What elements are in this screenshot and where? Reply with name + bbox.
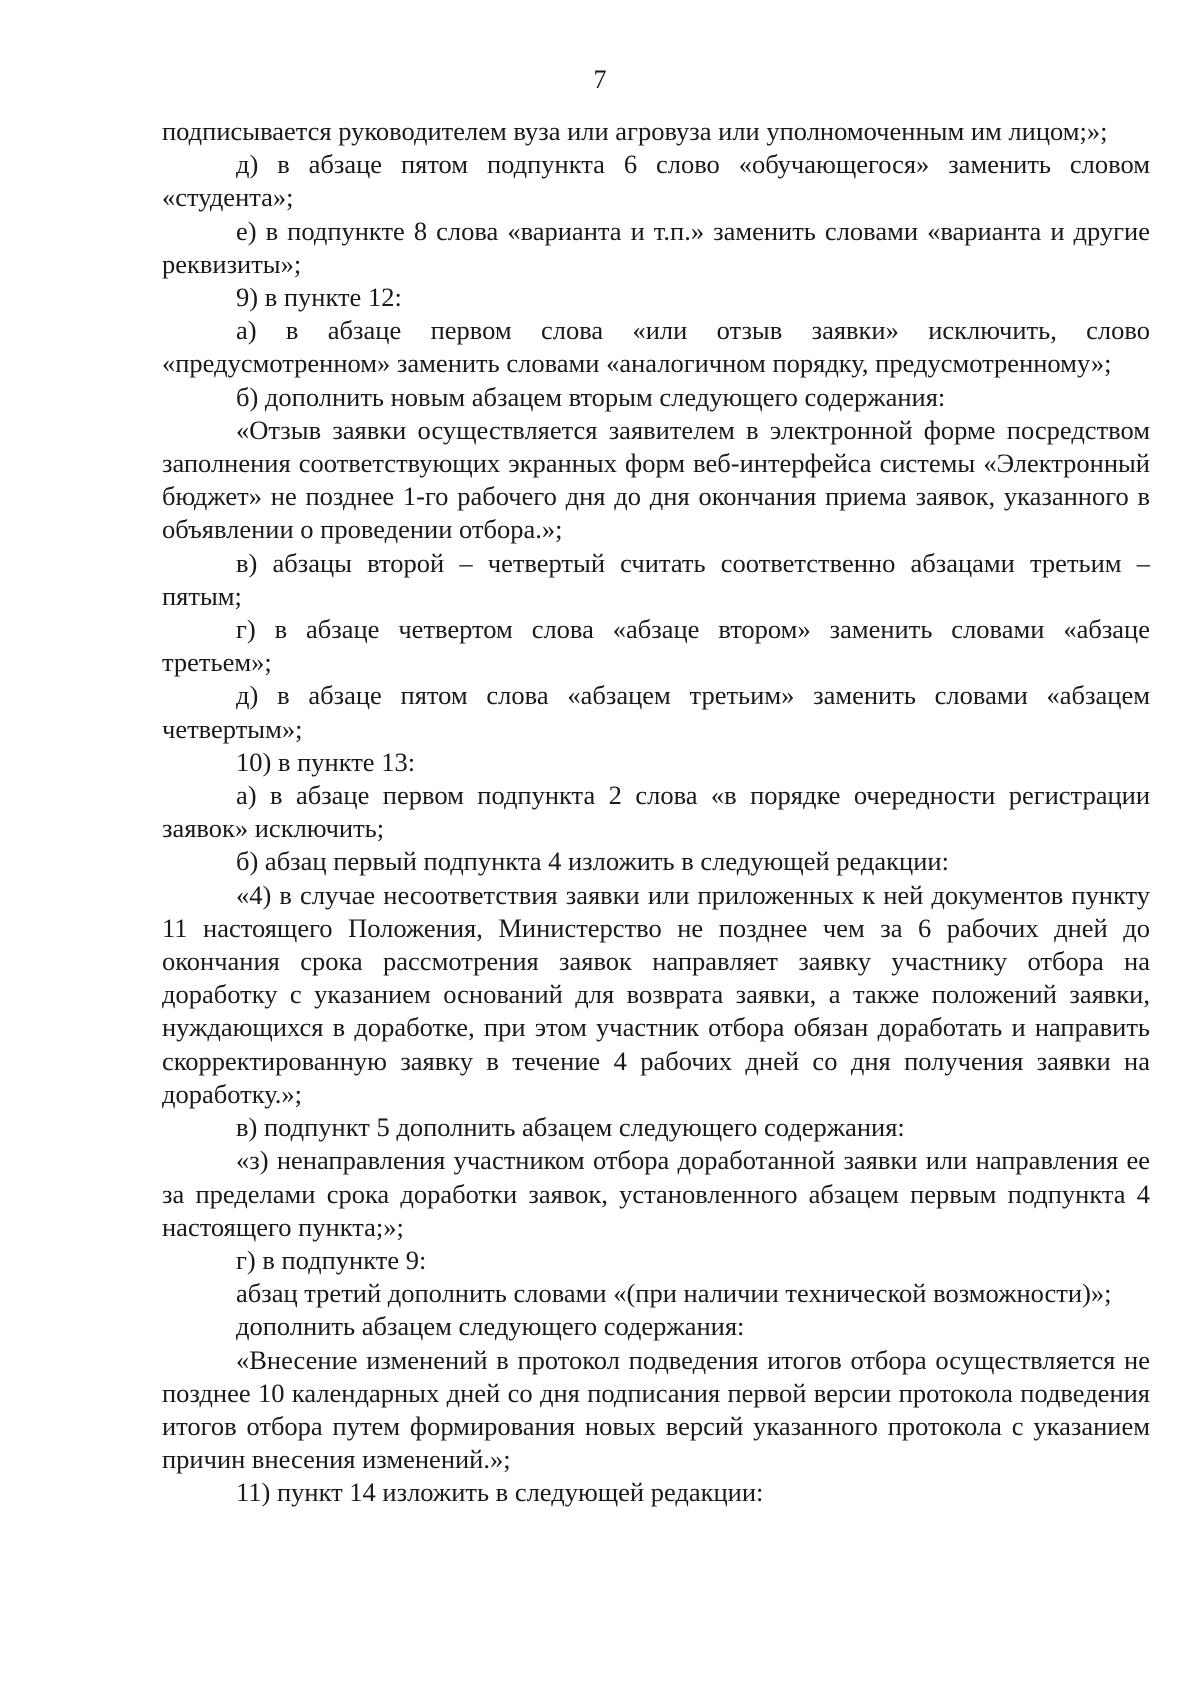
paragraph: г) в подпункте 9: bbox=[236, 1244, 427, 1275]
paragraph: подписывается руководителем вуза или агровуза или уполномоченным им лицом;»; bbox=[162, 116, 1108, 146]
paragraph: д) в абзаце пятом подпункта 6 слово «обучающегося» заменить словом «студента»; bbox=[162, 149, 1150, 213]
paragraph: б) абзац первый подпункта 4 изложить в следующей редакции: bbox=[236, 846, 949, 877]
document-body bbox=[162, 115, 1150, 1510]
paragraph: «Внесение изменений в протокол подведения итогов отбора осуществляется не позднее 10 календарных дней со дня подписания первой версии протокола подведения итогов отбора путем формирования новых версий указанного протокола с указанием причин внесения изменений.»; bbox=[162, 1344, 1150, 1475]
paragraph: е) в подпункте 8 слова «варианта и т.п.» заменить словами «варианта и другие реквизиты»; bbox=[162, 215, 1150, 279]
paragraph: 9) в пункте 12: bbox=[236, 282, 402, 313]
paragraph: «Отзыв заявки осуществляется заявителем в электронной форме посредством заполнения соответствующих экранных форм веб-интерфейса системы «Электронный бюджет» не позднее 1-го рабочего дня до дня окончания приема заявок, указанного в объявлении о проведении отбора.»; bbox=[162, 414, 1150, 545]
paragraph: 11) пункт 14 изложить в следующей редакции: bbox=[236, 1477, 764, 1508]
paragraph: абзац третий дополнить словами «(при наличии технической возможности)»; bbox=[236, 1278, 1112, 1309]
paragraph: г) в абзаце четвертом слова «абзаце втором» заменить словами «абзаце третьем»; bbox=[162, 614, 1150, 678]
paragraph: а) в абзаце первом слова «или отзыв заявки» исключить, слово «предусмотренном» заменить словами «аналогичном порядку, предусмотренному»; bbox=[162, 315, 1150, 379]
paragraph: в) подпункт 5 дополнить абзацем следующего содержания: bbox=[236, 1112, 905, 1143]
paragraph: в) абзацы второй – четвертый считать соответственно абзацами третьим – пятым; bbox=[162, 547, 1150, 611]
paragraph: д) в абзаце пятом слова «абзацем третьим» заменить словами «абзацем четвертым»; bbox=[162, 680, 1150, 744]
page-number: 7 bbox=[593, 65, 607, 94]
paragraph: б) дополнить новым абзацем вторым следующего содержания: bbox=[236, 381, 946, 412]
paragraph: 10) в пункте 13: bbox=[236, 746, 416, 777]
paragraph: «з) ненаправления участником отбора доработанной заявки или направления ее за пределами срока доработки заявок, установленного абзацем первым подпункта 4 настоящего пункта;»; bbox=[162, 1145, 1150, 1242]
paragraph: «4) в случае несоответствия заявки или приложенных к ней документов пункту 11 настоящего Положения, Министерство не позднее чем за 6 рабочих дней до окончания срока рассмотрения заявок направляет заявку участнику отбора на доработку с указанием оснований для возврата заявки, а также положений заявки, нуждающихся в доработке, при этом участник отбора обязан доработать и направить скорректированную заявку в течение 4 рабочих дней со дня получения заявки на доработку.»; bbox=[162, 879, 1150, 1109]
paragraph: а) в абзаце первом подпункта 2 слова «в порядке очередности регистрации заявок» исключить; bbox=[162, 780, 1150, 844]
paragraph: дополнить абзацем следующего содержания: bbox=[236, 1311, 745, 1342]
